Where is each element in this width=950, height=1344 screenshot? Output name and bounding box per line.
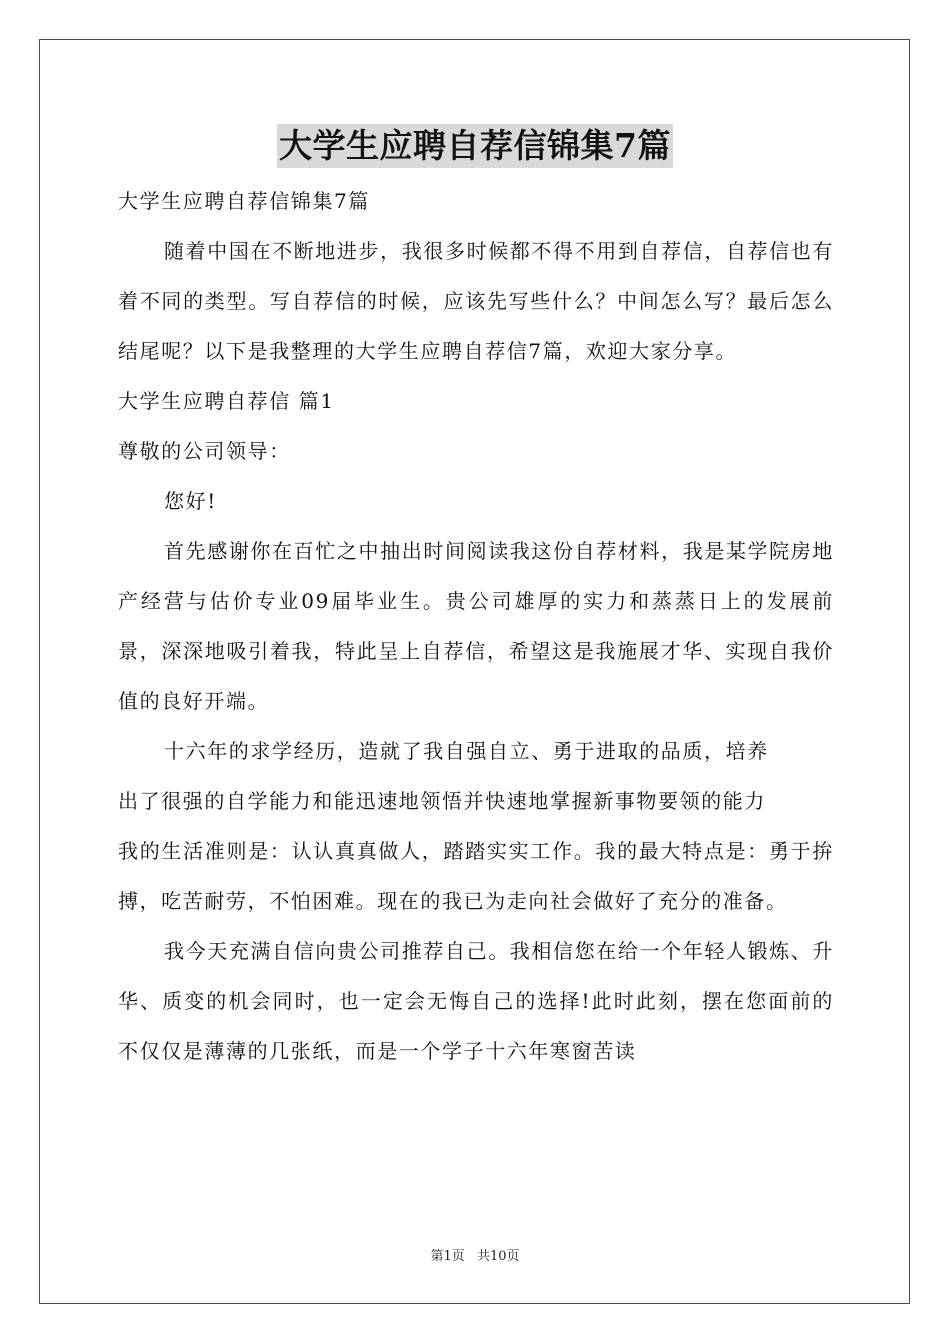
document-title: 大学生应聘自荐信锦集7篇 — [277, 124, 673, 168]
section-heading: 大学生应聘自荐信 篇1 — [118, 389, 335, 413]
body-paragraph-3: 我今天充满自信向贵公司推荐自己。我相信您在给一个年轻人锻炼、升华、质变的机会同时，也一定会无悔自己的选择!此时此刻，摆在您面前的不仅仅是薄薄的几张纸，而是一个学子十六年寒窗苦读 — [118, 939, 834, 1063]
page-number: 第1页 — [430, 1249, 465, 1264]
body-paragraph-2-line-1: 十六年的求学经历，造就了我自强自立、勇于进取的品质，培养 — [164, 739, 769, 763]
salutation: 尊敬的公司领导： — [118, 439, 291, 463]
document-body — [118, 176, 834, 1076]
body-paragraph-1: 首先感谢你在百忙之中抽出时间阅读我这份自荐材料，我是某学院房地产经营与估价专业09届毕业生。贵公司雄厚的实力和蒸蒸日上的发展前景，深深地吸引着我，特此呈上自荐信，希望这是我施展才华、实现自我价值的良好开端。 — [118, 539, 834, 713]
greeting: 您好! — [164, 489, 217, 513]
title-container — [0, 124, 950, 168]
body-paragraph-2-line-2: 出了很强的自学能力和能迅速地领悟并快速地掌握新事物要领的能力 — [118, 789, 766, 813]
page-footer — [0, 1245, 950, 1264]
body-paragraph-2-continued: 我的生活准则是：认认真真做人，踏踏实实工作。我的最大特点是：勇于拚搏，吃苦耐劳，不怕困难。现在的我已为走向社会做好了充分的准备。 — [118, 839, 834, 913]
subtitle-line: 大学生应聘自荐信锦集7篇 — [118, 189, 370, 213]
page-total: 共10页 — [476, 1249, 520, 1264]
intro-paragraph: 随着中国在不断地进步，我很多时候都不得不用到自荐信，自荐信也有着不同的类型。写自荐信的时候，应该先写些什么？中间怎么写？最后怎么结尾呢？以下是我整理的大学生应聘自荐信7篇，欢迎大家分享。 — [118, 239, 834, 363]
